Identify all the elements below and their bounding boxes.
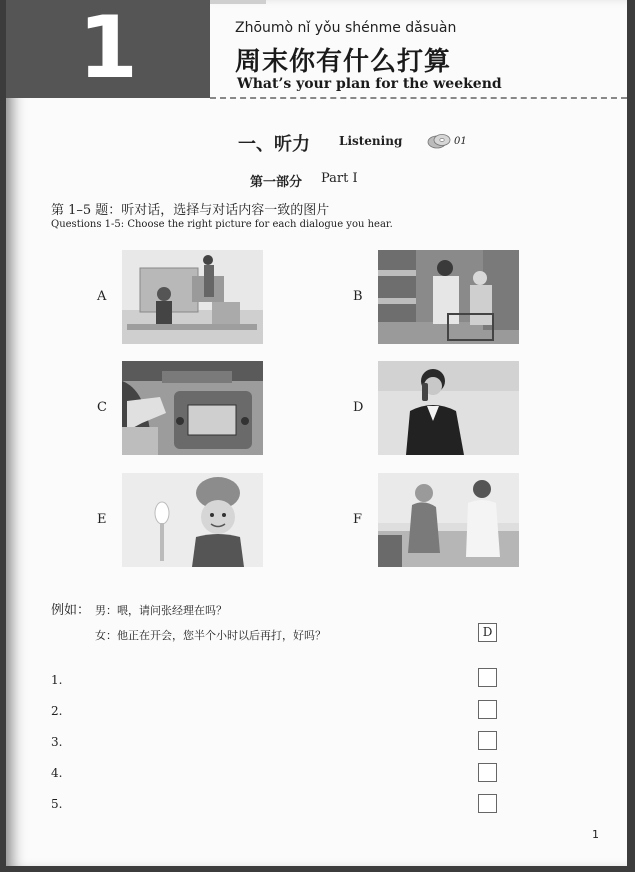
picture-f-couple-argue: [378, 473, 519, 567]
picture-e-child-chef: [122, 473, 263, 567]
audio-cd-icon[interactable]: [427, 133, 451, 149]
picture-letter-b: B: [353, 289, 363, 304]
example-line-woman: 女：他正在开会，您半个小时以后再打，好吗？: [95, 629, 326, 642]
lesson-number: 1: [78, 0, 138, 98]
picture-letter-f: F: [353, 512, 363, 527]
picture-letter-d: D: [353, 400, 364, 415]
section-title-chinese: 一、听力: [238, 134, 310, 155]
answer-box-4[interactable]: [478, 763, 497, 782]
instructions-english: Questions 1-5: Choose the right picture for each dialogue you hear.: [51, 219, 393, 230]
question-number-2: 2.: [51, 704, 63, 718]
part-title-chinese: 第一部分: [250, 175, 303, 190]
picture-b-supermarket: [378, 250, 519, 344]
picture-d-phone-call: [378, 361, 519, 455]
picture-letter-e: E: [97, 512, 107, 527]
question-number-5: 5.: [51, 797, 63, 811]
example-line-man: 男：喂，请问张经理在吗？: [95, 604, 227, 617]
part-title-english: Part Ⅰ: [321, 171, 358, 186]
picture-a-moving-boxes: [122, 250, 263, 344]
picture-letter-c: C: [97, 400, 107, 415]
question-number-1: 1.: [51, 673, 63, 687]
example-label: 例如：: [51, 603, 91, 618]
question-number-3: 3.: [51, 735, 63, 749]
audio-track-number: 01: [454, 136, 467, 147]
picture-c-car-dashboard: [122, 361, 263, 455]
section-title-english: Listening: [339, 134, 403, 148]
answer-box-1[interactable]: [478, 668, 497, 687]
lesson-title-english: What’s your plan for the weekend: [237, 76, 502, 92]
answer-box-2[interactable]: [478, 700, 497, 719]
header-dashed-divider: [210, 97, 627, 99]
lesson-title-chinese: 周末你有什么打算: [235, 47, 452, 77]
example-answer-box: D: [478, 623, 497, 642]
question-number-4: 4.: [51, 766, 63, 780]
instructions-chinese: 第 1–5 题：听对话，选择与对话内容一致的图片: [51, 203, 330, 218]
lesson-title-pinyin: Zhōumò nǐ yǒu shénme dǎsuàn: [235, 20, 457, 36]
page-number: 1: [592, 828, 599, 841]
lesson-number-box: [6, 0, 210, 98]
answer-box-3[interactable]: [478, 731, 497, 750]
answer-box-5[interactable]: [478, 794, 497, 813]
textbook-page: [6, 0, 627, 866]
picture-letter-a: A: [97, 289, 107, 304]
